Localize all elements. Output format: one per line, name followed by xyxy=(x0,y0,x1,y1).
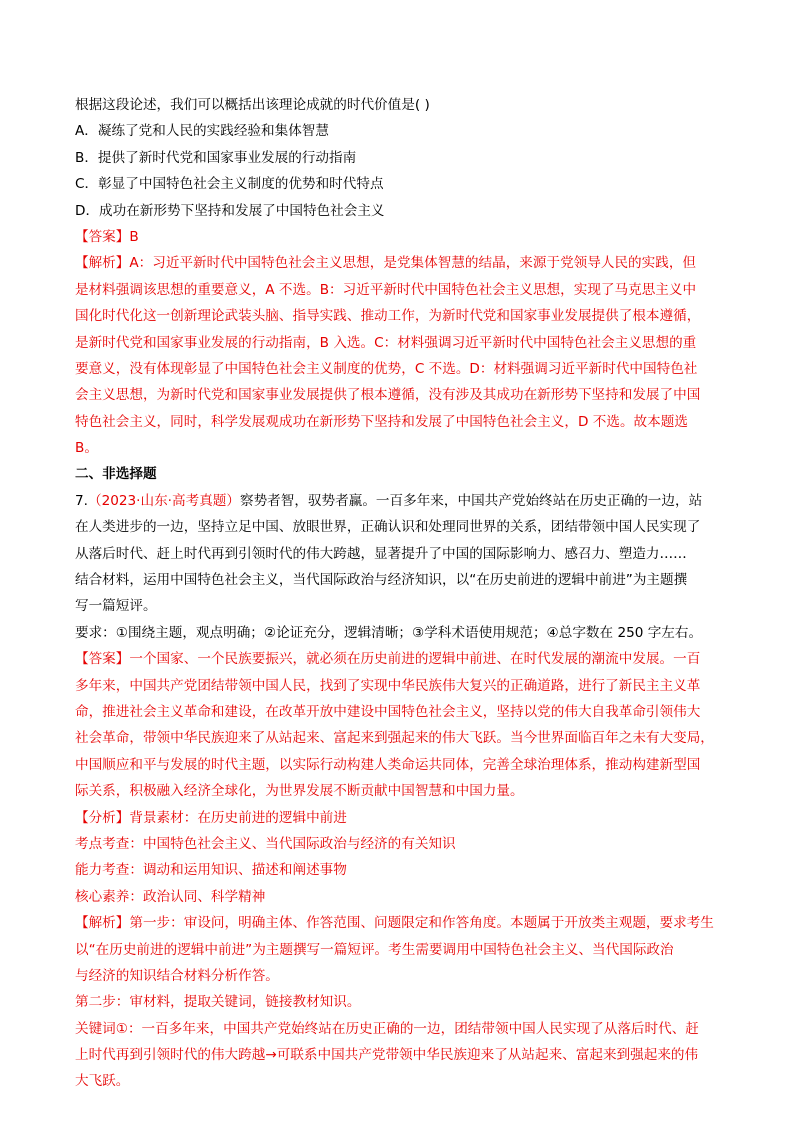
q7-line-5: 写一篇短评。 xyxy=(75,598,157,615)
answer-value: B xyxy=(129,228,139,245)
q7-number: 7. xyxy=(75,492,88,509)
option-c: C．彰显了中国特色社会主义制度的优势和时代特点 xyxy=(75,176,384,193)
analysis2-line-1 xyxy=(75,805,735,831)
analysis-line-3: 国化时代化这一创新理论武装头脑、指导实践、推动工作，为新时代党和国家事业发展提供了根本遵循， xyxy=(75,308,701,325)
explain2-line-2: 以“在历史前进的逻辑中前进”为主题撰写一篇短评。考生需要调用中国特色社会主义、当代国际政治 xyxy=(75,941,674,958)
explain2-line-1 xyxy=(75,910,735,936)
answer2-line-1 xyxy=(75,646,735,672)
q7-source: （2023·山东·高考真题） xyxy=(87,492,240,509)
explain2-label: 【解析】 xyxy=(75,915,130,932)
q7-line-1 xyxy=(75,488,735,514)
answer2-line-5: 中国顺应和平与发展的时代主题，以实际行动构建人类命运共同体，完善全球治理体系，推动构建新型国 xyxy=(75,756,701,773)
analysis-label: 【解析】 xyxy=(75,255,130,272)
explain2-text: 第一步：审设问，明确主体、作答范围、问题限定和作答角度。本题属于开放类主观题，要求考生 xyxy=(129,915,714,932)
analysis-line-6: 会主义思想，为新时代党和国家事业发展提供了根本遵循，没有涉及其成功在新形势下坚持和发展了中国 xyxy=(75,387,701,404)
analysis-line-8: B。 xyxy=(75,440,98,457)
answer2-label: 【答案】 xyxy=(75,651,130,668)
q7-line-4: 结合材料，运用中国特色社会主义，当代国际政治与经济知识，以“在历史前进的逻辑中前进”为主题撰 xyxy=(75,572,688,589)
option-a: A．凝练了党和人民的实践经验和集体智慧 xyxy=(75,123,329,140)
analysis2-line-2: 考点考查：中国特色社会主义、当代国际政治与经济的有关知识 xyxy=(75,835,456,852)
analysis-line-4: 是新时代党和国家事业发展的行动指南，B 入选。C：材料强调习近平新时代中国特色社会主义思想的重 xyxy=(75,334,697,351)
answer2-line-2: 多年来，中国共产党团结带领中国人民，找到了实现中华民族伟大复兴的正确道路，进行了新民主主义革 xyxy=(75,677,701,694)
explain2-line-3: 与经济的知识结合材料分析作答。 xyxy=(75,967,279,984)
explain2-line-7: 大飞跃。 xyxy=(75,1073,130,1090)
analysis-line-5: 要意义，没有体现彰显了中国特色社会主义制度的优势，C 不选。D：材料强调习近平新时代中国特色社 xyxy=(75,360,698,377)
analysis2-line-4: 核心素养：政治认同、科学精神 xyxy=(75,888,266,905)
answer-label: 【答案】 xyxy=(75,228,130,245)
answer2-line-4: 社会革命，带领中华民族迎来了从站起来、富起来到强起来的伟大飞跃。当今世界面临百年之未有大变局， xyxy=(75,730,714,747)
analysis-line-7: 特色社会主义，同时，科学发展观成功在新形势下坚持和发展了中国特色社会主义，D 不选。故本题选 xyxy=(75,413,688,430)
document-content xyxy=(75,92,735,1095)
analysis2-line-3: 能力考查：调动和运用知识、描述和阐述事物 xyxy=(75,862,347,879)
section-title: 二、非选择题 xyxy=(75,466,157,483)
question-stem: 根据这段论述，我们可以概括出该理论成就的时代价值是( ) xyxy=(75,97,430,113)
explain2-line-4: 第二步：审材料，提取关键词，链接教材知识。 xyxy=(75,994,361,1011)
option-d: D．成功在新形势下坚持和发展了中国特色社会主义 xyxy=(75,202,385,219)
answer2-text: 一个国家、一个民族要振兴，就必须在历史前进的逻辑中前进、在时代发展的潮流中发展。一百 xyxy=(129,651,701,668)
analysis-line-2: 是材料强调该思想的重要意义，A 不选。B：习近平新时代中国特色社会主义思想，实现了马克思主义中 xyxy=(75,281,697,298)
q7-line-3: 从落后时代、赶上时代再到引领时代的伟大跨越，显著提升了中国的国际影响力、感召力、塑造力…… xyxy=(75,545,687,562)
analysis2-text: 背景素材：在历史前进的逻辑中前进 xyxy=(129,809,347,826)
option-b: B．提供了新时代党和国家事业发展的行动指南 xyxy=(75,149,357,166)
analysis-text: A：习近平新时代中国特色社会主义思想，是党集体智慧的结晶，来源于党领导人民的实践，但 xyxy=(129,255,697,272)
analysis-line-1 xyxy=(75,250,735,276)
explain2-line-5: 关键词①：一百多年来，中国共产党始终站在历史正确的一边，团结带领中国人民实现了从落后时代、赶 xyxy=(75,1020,699,1037)
answer2-line-3: 命，推进社会主义革命和建设，在改革开放中建设中国特色社会主义，坚持以党的伟大自我革命引领伟大 xyxy=(75,703,701,720)
q7-requirements: 要求：①围绕主题，观点明确；②论证充分，逻辑清晰；③学科术语使用规范；④总字数在 250 字左右。 xyxy=(75,624,703,641)
analysis2-label: 【分析】 xyxy=(75,809,130,826)
q7-line-2: 在人类进步的一边，坚持立足中国、放眼世界，正确认识和处理同世界的关系，团结带领中国人民实现了 xyxy=(75,519,701,536)
q7-material: 察势者智，驭势者赢。一百多年来，中国共产党始终站在历史正确的一边，站 xyxy=(239,492,703,509)
answer2-line-6: 际关系，积极融入经济全球化，为世界发展不断贡献中国智慧和中国力量。 xyxy=(75,783,524,800)
answer-line xyxy=(75,224,735,250)
explain2-line-6: 上时代再到引领时代的伟大跨越→可联系中国共产党带领中华民族迎来了从站起来、富起来到强起来的伟 xyxy=(75,1047,699,1064)
